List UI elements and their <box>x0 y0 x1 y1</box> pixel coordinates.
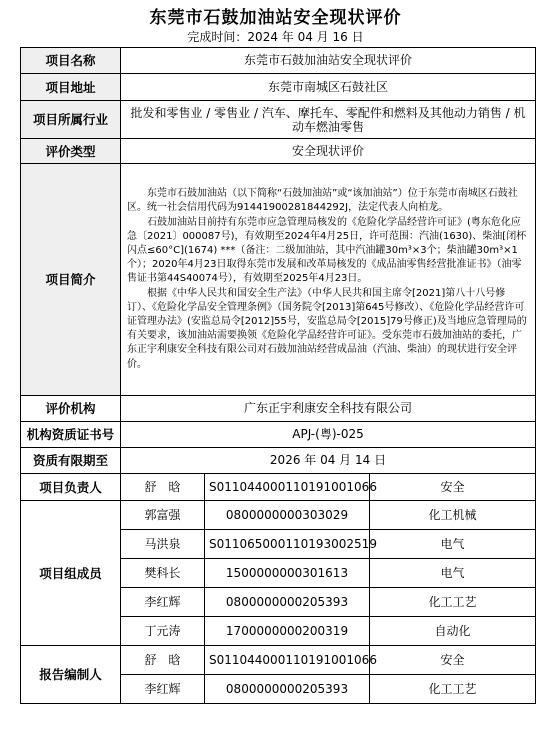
member-name: 郭富强 <box>121 501 205 530</box>
member-name: 樊科长 <box>121 559 205 588</box>
member-field: 电气 <box>370 559 536 588</box>
row-cert-no <box>21 422 536 448</box>
agency-label: 评价机构 <box>21 396 121 422</box>
project-address-label: 项目地址 <box>21 74 121 101</box>
leader-field: 安全 <box>370 474 536 501</box>
cert-no-label: 机构资质证书号 <box>21 422 121 448</box>
document-title: 东莞市石鼓加油站安全现状评价 <box>149 8 402 28</box>
row-eval-type <box>21 139 536 164</box>
intro-paragraph: 东莞市石鼓加油站（以下简称“石鼓加油站”或“该加油站”）位于东莞市南城区石鼓社区。统一社会信用代码为91441900281844292J，法定代表人向柏龙。 <box>127 188 518 214</box>
members-label: 项目组成员 <box>21 501 121 646</box>
member-field: 化工机械 <box>370 501 536 530</box>
row-agency <box>21 396 536 422</box>
industry-label: 项目所属行业 <box>21 101 121 139</box>
intro-paragraph: 根据《中华人民共和国安全生产法》（中华人民共和国主席令[2021]第八十八号修订）、《危险化学品安全管理条例》（国务院令[2013]第645号修改）、《危险化学品经营许可证管理办法》(安监总局令[2012]55号，安监总局令[2015]79号修正)及当地应急管理局的有关要求，该加油站需要换领《危险化学品经营许可证》。受东莞市石鼓加油站的委托，广东正宇利康安全科技有限公司对石鼓加油站经营成品油（汽油、柴油）的现状进行安全评价。 <box>127 287 527 370</box>
row-valid-until <box>21 448 536 474</box>
leader-cert: S011044000110191001066 <box>205 474 370 501</box>
member-cert: 1700000000200319 <box>205 617 370 646</box>
intro-paragraph: 石鼓加油站目前持有东莞市应急管理局核发的《危险化学品经营许可证》(粤东危化应急〔2021〕000087号)，有效期至2024年4月25日，许可范围：汽油(1630)、柴油[闭杯闪点≤60°C](1674) ***（备注：二级加油站，其中汽油罐30m³×3个；柴油罐30m³×1个）；2020年4月23日取得东莞市发展和改革局核发的《成品油零售经营批准证书》（油零售证书第44S40074号），有效期至2025年4月23日。 <box>127 216 527 285</box>
member-cert: 0800000000303029 <box>205 501 370 530</box>
leader-name: 舒 晗 <box>121 474 205 501</box>
row-project-name <box>21 48 536 74</box>
intro-label: 项目简介 <box>21 164 121 396</box>
member-name: 丁元涛 <box>121 617 205 646</box>
editors-label: 报告编制人 <box>21 646 121 704</box>
member-field: 电气 <box>370 530 536 559</box>
project-name-label: 项目名称 <box>21 48 121 74</box>
row-project-address <box>21 74 536 101</box>
member-name: 李红辉 <box>121 588 205 617</box>
project-address-value: 东莞市南城区石鼓社区 <box>121 74 536 101</box>
editor-name: 舒 晗 <box>121 646 205 675</box>
leader-label: 项目负责人 <box>21 474 121 501</box>
member-field: 化工工艺 <box>370 588 536 617</box>
project-name-value: 东莞市石鼓加油站安全现状评价 <box>121 48 536 74</box>
cert-no-value: APJ-(粤)-025 <box>121 422 536 448</box>
member-cert: S011065000110193002519 <box>205 530 370 559</box>
table-row <box>21 646 536 675</box>
agency-value: 广东正宇利康安全科技有限公司 <box>121 396 536 422</box>
member-field: 自动化 <box>370 617 536 646</box>
row-industry <box>21 101 536 139</box>
eval-type-label: 评价类型 <box>21 139 121 164</box>
table-row <box>21 501 536 530</box>
member-cert: 0800000000205393 <box>205 588 370 617</box>
valid-until-value: 2026 年 04 月 14 日 <box>121 448 536 474</box>
member-cert: 1500000000301613 <box>205 559 370 588</box>
editor-name: 李红辉 <box>121 675 205 704</box>
editor-cert: S011044000110191001066 <box>205 646 370 675</box>
editor-cert: 0800000000205393 <box>205 675 370 704</box>
eval-type-value: 安全现状评价 <box>121 139 536 164</box>
member-name: 马洪泉 <box>121 530 205 559</box>
editor-field: 安全 <box>370 646 536 675</box>
editor-field: 化工工艺 <box>370 675 536 704</box>
industry-value: 批发和零售业 / 零售业 / 汽车、摩托车、零配件和燃料及其他动力销售 / 机动车燃油零售 <box>121 101 536 139</box>
intro-text <box>121 164 536 396</box>
valid-until-label: 资质有限期至 <box>21 448 121 474</box>
completion-date: 完成时间：2024 年 04 月 16 日 <box>187 30 364 44</box>
row-leader <box>21 474 536 501</box>
evaluation-info-table <box>20 47 536 704</box>
row-intro <box>21 164 536 396</box>
